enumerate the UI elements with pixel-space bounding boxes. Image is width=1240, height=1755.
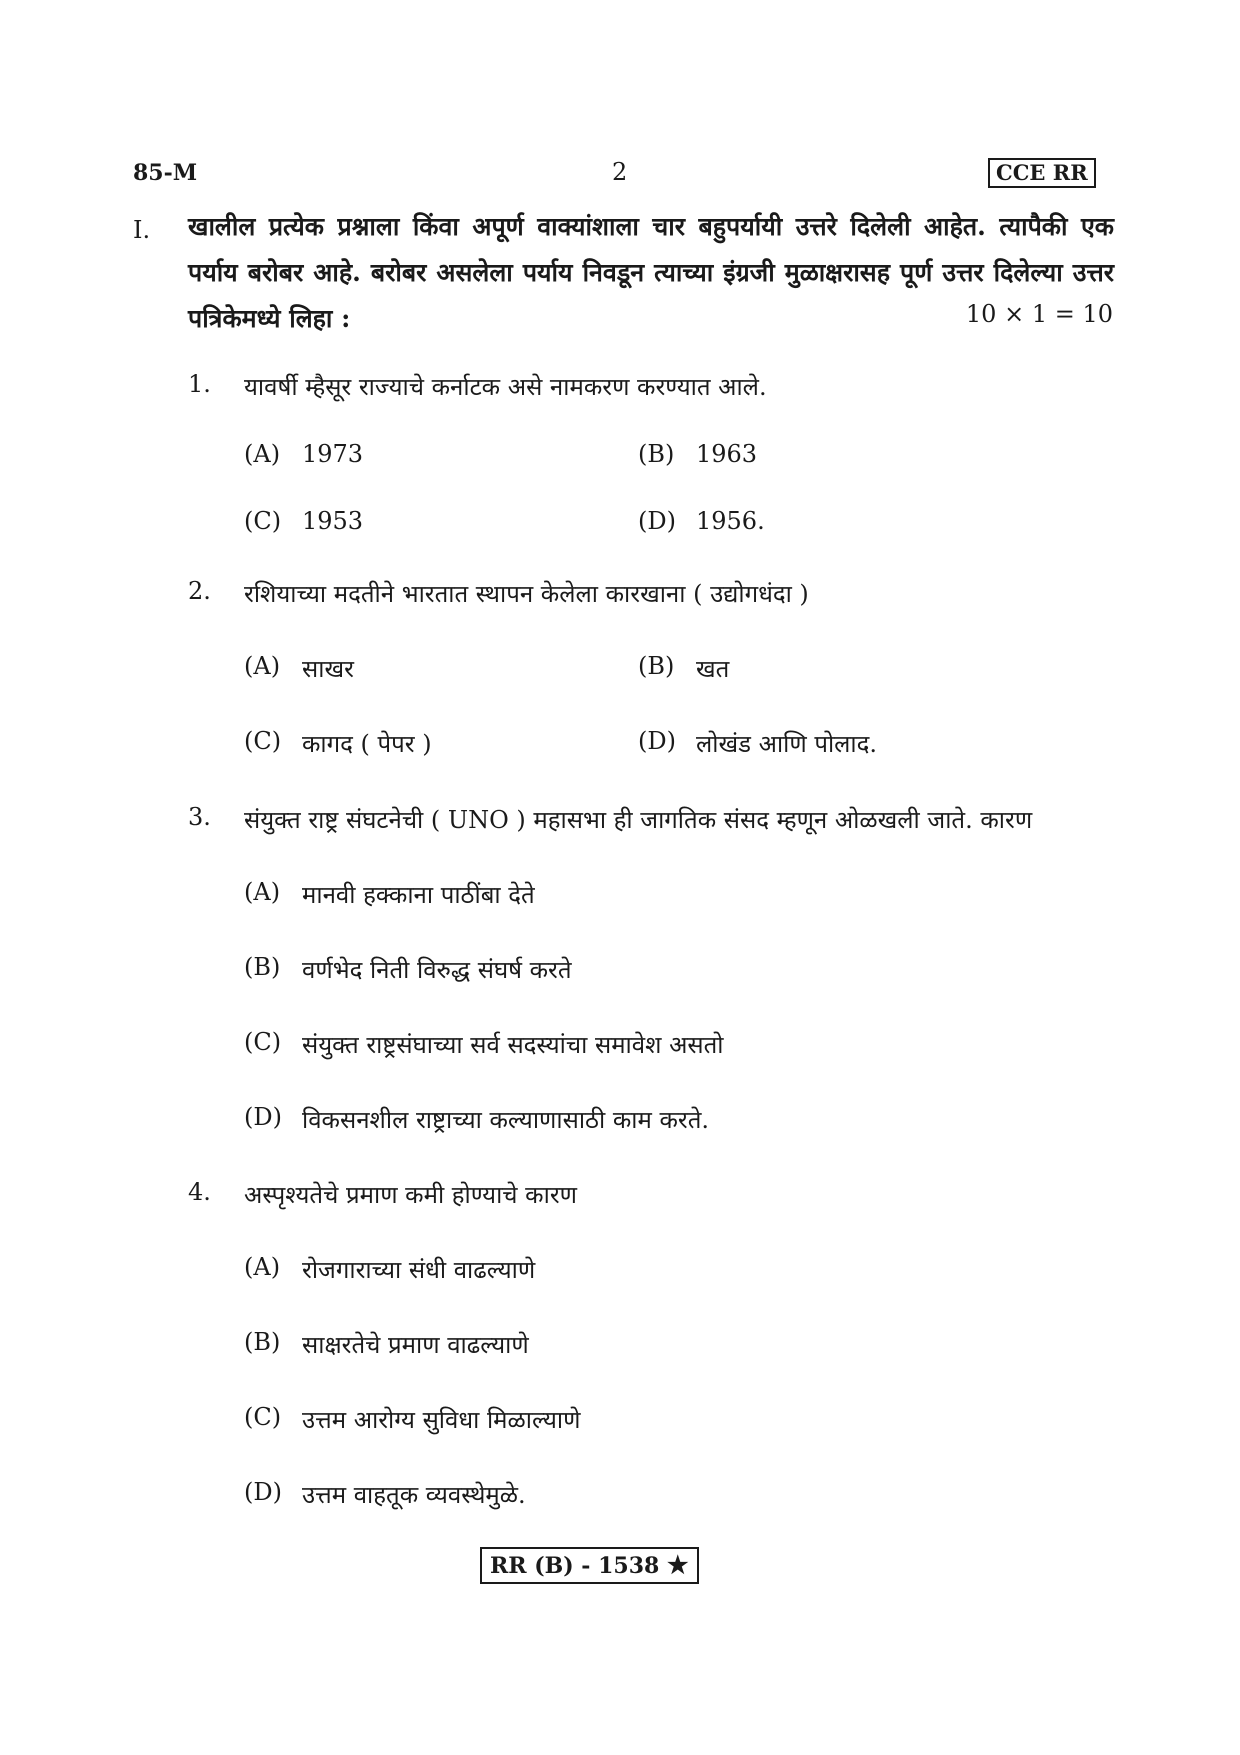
option-text: 1963 <box>696 440 758 468</box>
section-marks: 10 × 1 = 10 <box>965 300 1113 328</box>
section-instruction: खालील प्रत्येक प्रश्नाला किंवा अपूर्ण वाक्यांशाला चार बहुपर्यायी उत्तरे दिलेली आहेत. त्यापैकी एक पर्याय बरोबर आहे. बरोबर असलेला पर्याय निवडून त्याच्या इंग्रजी मुळाक्षरासह पूर्ण उत्तर दिलेल्या उत्तर पत्रिकेमध्ये लिहा : <box>188 212 1114 333</box>
option-label: (A) <box>244 878 281 906</box>
question-number: 1. <box>188 370 211 398</box>
section-number: I. <box>133 216 151 244</box>
option-text: साक्षरतेचे प्रमाण वाढल्याणे <box>302 1331 529 1359</box>
question-number: 2. <box>188 577 211 605</box>
page-number: 2 <box>612 158 628 186</box>
option-text: संयुक्त राष्ट्रसंघाच्या सर्व सदस्यांचा समावेश असतो <box>302 1031 724 1059</box>
option-label: (D) <box>638 727 676 755</box>
option-label: (B) <box>638 652 675 680</box>
paper-code: 85-M <box>133 160 198 186</box>
option-label: (D) <box>244 1478 282 1506</box>
footer-code-box <box>480 1547 699 1584</box>
question-text: अस्पृश्यतेचे प्रमाण कमी होण्याचे कारण <box>244 1181 577 1209</box>
option-label: (A) <box>244 1253 281 1281</box>
series-box: CCE RR <box>988 158 1096 188</box>
question-number: 4. <box>188 1178 211 1206</box>
option-label: (B) <box>638 440 675 468</box>
option-label: (A) <box>244 440 281 468</box>
option-text: वर्णभेद निती विरुद्ध संघर्ष करते <box>302 956 572 984</box>
option-text: उत्तम वाहतूक व्यवस्थेमुळे. <box>302 1481 526 1509</box>
option-text: मानवी हक्काना पाठींबा देते <box>302 881 535 909</box>
option-label: (C) <box>244 507 282 535</box>
option-label: (A) <box>244 652 281 680</box>
option-label: (D) <box>638 507 676 535</box>
option-text: खत <box>696 655 730 683</box>
option-label: (C) <box>244 727 282 755</box>
question-text: संयुक्त राष्ट्र संघटनेची ( UNO ) महासभा ही जागतिक संसद म्हणून ओळखली जाते. कारण <box>244 806 1033 834</box>
option-text: 1953 <box>302 507 364 535</box>
footer-code: RR (B) - 1538 <box>490 1553 660 1579</box>
option-label: (C) <box>244 1028 282 1056</box>
option-label: (B) <box>244 953 281 981</box>
option-text: लोखंड आणि पोलाद. <box>696 730 878 758</box>
option-text: 1956. <box>696 507 765 535</box>
question-number: 3. <box>188 803 211 831</box>
option-text: साखर <box>302 655 354 683</box>
option-label: (C) <box>244 1403 282 1431</box>
option-text: 1973 <box>302 440 364 468</box>
option-label: (B) <box>244 1328 281 1356</box>
option-text: कागद ( पेपर ) <box>302 730 432 758</box>
option-text: उत्तम आरोग्य सुविधा मिळाल्याणे <box>302 1406 581 1434</box>
question-text: रशियाच्या मदतीने भारतात स्थापन केलेला कारखाना ( उद्योगधंदा ) <box>244 580 809 608</box>
star-icon: ★ <box>667 1550 689 1579</box>
option-text: विकसनशील राष्ट्राच्या कल्याणासाठी काम करते. <box>302 1106 710 1134</box>
question-text: यावर्षी म्हैसूर राज्याचे कर्नाटक असे नामकरण करण्यात आले. <box>244 373 767 401</box>
option-text: रोजगाराच्या संधी वाढल्याणे <box>302 1256 536 1284</box>
option-label: (D) <box>244 1103 282 1131</box>
